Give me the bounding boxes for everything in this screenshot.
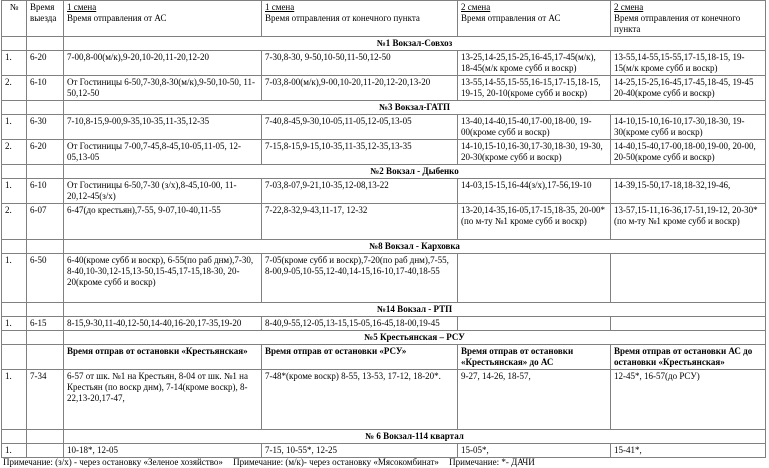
shift2-as-cell: 14-10,15-10,16-30,17-30,18-30, 19-30, 20-30(кроме субб и воскр) (458, 140, 611, 165)
header-shift1-end-label: 1 смена (265, 2, 295, 12)
header-shift2-desc: Время отправления от АС (461, 13, 561, 23)
shift2-end-cell: 14-25,15-25,16-45,17-45,18-45, 19-45 20-40(кроме субб и воскр) (611, 76, 766, 101)
row-time: 6-15 (27, 317, 64, 331)
shift2-as-cell: 13-25,14-25,15-25,16-45,17-45(м/к), 18-45(м/к кроме субб и воскр) (458, 51, 611, 76)
row-time: 7-34 (27, 370, 64, 430)
row-time: 6-10 (27, 76, 64, 101)
shift1-end-cell: 7-30,8-30, 9-50,10-50,11-50,12-50 (262, 51, 458, 76)
header-shift2-end (611, 1, 766, 37)
row-time: 6-20 (27, 140, 64, 165)
table-row (2, 179, 766, 204)
shift1-end-cell: 8-40,9-55,12-05,13-15,15-05,16-45,18-00,19-45 (262, 317, 458, 331)
shift2-end-cell: 14-40,15-40,17-00,18-00,19-00, 20-00, 20-50(кроме субб и воскр) (611, 140, 766, 165)
header-shift1-desc: Время отправления от АС (67, 13, 167, 23)
header-shift2-as (458, 1, 611, 37)
header-shift1-end-desc: Время отправления от конечного пункта (265, 13, 420, 23)
header-row (2, 1, 766, 37)
row-num: 2. (2, 140, 27, 165)
footnotes (3, 457, 543, 468)
shift2-end-cell: 13-55,14-55,15-55,17-15,18-15, 19-15(м/к кроме субб и воскр) (611, 51, 766, 76)
route-title: №5 Крестьянская – РСУ (64, 331, 766, 345)
route-title: №8 Вокзал - Карховка (64, 240, 766, 254)
shift1-as-cell: 6-47(до крестьян),7-55, 9-07,10-40,11-55 (64, 204, 262, 240)
shift2-end-cell (611, 317, 766, 331)
row-num: 1. (2, 51, 27, 76)
row-time: 6-07 (27, 204, 64, 240)
subheader-row (2, 345, 766, 370)
row-num: 1. (2, 370, 27, 430)
shift2-as-cell: 13-40,14-40,15-40,17-00,18-00, 19-00(кроме субб и воскр) (458, 115, 611, 140)
schedule-table (1, 0, 766, 458)
header-shift2-end-label: 2 смена (614, 2, 644, 12)
row-num: 1. (2, 115, 27, 140)
shift2-end-cell (611, 254, 766, 303)
shift1-end-cell: 7-40,8-45,9-30,10-05,11-05,12-05,13-05 (262, 115, 458, 140)
table-row (2, 140, 766, 165)
row-num: 1. (2, 179, 27, 204)
header-num: № (2, 1, 27, 37)
header-shift1-label: 1 смена (67, 2, 97, 12)
table-row (2, 51, 766, 76)
table-row (2, 76, 766, 101)
shift1-end-cell: 7-03,8-07,9-21,10-35,12-08,13-22 (262, 179, 458, 204)
subheader-rsu: Время отправ от остановки «РСУ» (262, 345, 458, 370)
route-title-row (2, 303, 766, 317)
row-num: 1. (2, 254, 27, 303)
shift1-as-cell: От Гостиницы 6-50,7-30,8-30(м/к),9-50,10-50, 11-50,12-50 (64, 76, 262, 101)
shift1-as-cell: 7-10,8-15,9-00,9-35,10-35,11-35,12-35 (64, 115, 262, 140)
header-shift2-label: 2 смена (461, 2, 491, 12)
route-title: №14 Вокзал - РТП (64, 303, 766, 317)
subheader-krestyanskaya: Время отправ от остановки «Крестьянская» (64, 345, 262, 370)
row-time: 6-10 (27, 179, 64, 204)
shift2-as-cell: 15-05*, (458, 444, 611, 458)
shift2-as-cell (458, 317, 611, 331)
row-time (27, 444, 64, 458)
route-title: № 6 Вокзал-114 квартал (64, 430, 766, 444)
note-mk: Примечание: (м/к)- через остановку «Мясокомбинат» (233, 457, 439, 467)
shift2-end-cell: 14-10,15-10,16-10,17-30,18-30, 19-30(кроме субб и воскр) (611, 115, 766, 140)
subheader-krestyanskaya-as: Время отправ от остановки «Крестьянская» до АС (458, 345, 611, 370)
shift1-as-cell: 6-40(кроме субб и воскр), 6-55(по раб днм),7-30, 8-40,10-30,12-15,13-50,15-45,17-15,18-30, 20-20(кроме субб и воскр) (64, 254, 262, 303)
row-time: 6-20 (27, 51, 64, 76)
shift1-as-cell: От Гостиницы 7-00,7-45,8-45,10-05,11-05, 12-05,13-05 (64, 140, 262, 165)
row-num: 1. (2, 444, 27, 458)
table-row (2, 444, 766, 458)
route-title: №3 Вокзал-ГАТП (64, 101, 766, 115)
subheader-as-krestyanskaya: Время отправ от остановки АС до остановки «Крестьянская» (611, 345, 766, 370)
shift1-as-cell: 6-57 от шк. №1 на Крестьян, 8-04 от шк. №1 на Крестьян (по воскр днм), 7-14(кроме воскр), 8-22,13-20,17-47, (64, 370, 262, 430)
shift1-end-cell: 7-15, 10-55*, 12-25 (262, 444, 458, 458)
shift1-as-cell: 10-18*, 12-05 (64, 444, 262, 458)
shift1-end-cell: 7-22,8-32,9-43,11-17, 12-32 (262, 204, 458, 240)
table-row (2, 370, 766, 430)
shift2-end-cell: 14-39,15-50,17-18,18-32,19-46, (611, 179, 766, 204)
table-row (2, 115, 766, 140)
shift1-end-cell: 7-15,8-15,9-15,10-35,11-35,12-35,13-35 (262, 140, 458, 165)
route-title-row (2, 37, 766, 51)
shift2-as-cell: 13-20,14-35,16-05,17-15,18-35, 20-00* (по м-ту №1 кроме субб и воскр) (458, 204, 611, 240)
route-title: №2 Вокзал - Дыбенко (64, 165, 766, 179)
shift1-end-cell: 7-03,8-00(м/к),9-00,10-20,11-20,12-20,13-20 (262, 76, 458, 101)
note-zx: Примечание: (з/х) - через остановку «Зеленое хозяйство» (3, 457, 223, 467)
shift2-as-cell: 13-55,14-55,15-55,16-15,17-15,18-15, 19-15, 20-10(кроме субб и воскр) (458, 76, 611, 101)
header-shift1-end (262, 1, 458, 37)
row-num: 2. (2, 204, 27, 240)
shift2-end-cell: 15-41*, (611, 444, 766, 458)
route-title-row (2, 331, 766, 345)
shift1-as-cell: 8-15,9-30,11-40,12-50,14-40,16-20,17-35,19-20 (64, 317, 262, 331)
row-num: 2. (2, 76, 27, 101)
route-title-row (2, 165, 766, 179)
shift2-as-cell: 14-03,15-15,16-44(з/х),17-56,19-10 (458, 179, 611, 204)
route-title: №1 Вокзал-Совхоз (64, 37, 766, 51)
route-title-row (2, 101, 766, 115)
shift2-end-cell: 13-57,15-11,16-36,17-51,19-12, 20-30* (по м-ту №1 кроме субб и воскр) (611, 204, 766, 240)
table-row (2, 254, 766, 303)
table-row (2, 204, 766, 240)
shift2-end-cell: 12-45*, 16-57(до РСУ) (611, 370, 766, 430)
route-title-row (2, 430, 766, 444)
route-title-row (2, 240, 766, 254)
note-dachi: Примечание: *- ДАЧИ (449, 457, 535, 467)
shift2-as-cell: 9-27, 14-26, 18-57, (458, 370, 611, 430)
row-time: 6-30 (27, 115, 64, 140)
shift1-as-cell: От Гостиницы 6-50,7-30 (з/х),8-45,10-00, 11-20,12-45(з/х) (64, 179, 262, 204)
row-num: 1. (2, 317, 27, 331)
shift2-as-cell (458, 254, 611, 303)
shift1-end-cell: 7-05(кроме субб и воскр),7-20(по раб днм),7-55, 8-00,9-05,10-55,12-40,14-15,16-10,17-40,18-55 (262, 254, 458, 303)
shift1-end-cell: 7-48*(кроме воскр) 8-55, 13-53, 17-12, 18-20*. (262, 370, 458, 430)
table-row (2, 317, 766, 331)
header-shift1-as (64, 1, 262, 37)
header-time: Время выезда (27, 1, 64, 37)
row-time: 6-50 (27, 254, 64, 303)
shift1-as-cell: 7-00,8-00(м/к),9-20,10-20,11-20,12-20 (64, 51, 262, 76)
header-shift2-end-desc: Время отправления от конечного пункта (614, 13, 741, 34)
